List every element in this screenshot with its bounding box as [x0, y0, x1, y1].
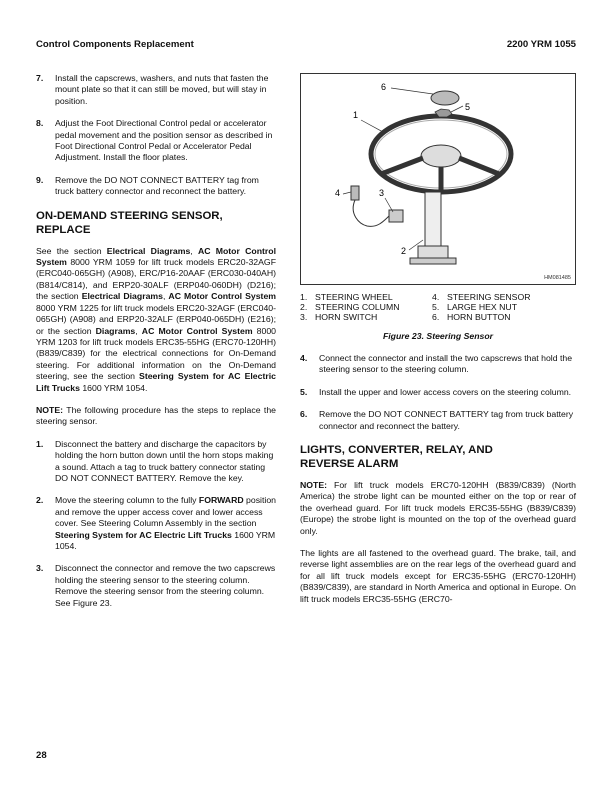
section-title-steering-sensor — [36, 209, 276, 237]
step-2 — [36, 495, 276, 552]
left-column — [36, 73, 276, 620]
legend-item — [300, 312, 432, 322]
legend-item — [432, 292, 576, 302]
callout-2: 2 — [401, 246, 407, 256]
figure-legend — [300, 292, 576, 322]
step-text — [55, 495, 276, 551]
step-text-bold: FORWARD — [198, 495, 244, 506]
step-7 — [36, 73, 276, 107]
legend-number: 6. — [432, 312, 440, 322]
step-number: 6. — [300, 409, 308, 420]
section-title-line: REPLACE — [36, 223, 91, 236]
step-text: Adjust the Foot Directional Control pedal or accelerator pedal movement and the position sensor as described in Foot Directional Control Pedal or Accelerator Pedal Adjustment. Install the floor plates. — [55, 118, 273, 163]
legend-item — [432, 312, 576, 322]
step-number: 1. — [36, 438, 44, 449]
step-number: 9. — [36, 174, 44, 185]
hex-nut-icon — [435, 109, 452, 117]
step-text: Remove the DO NOT CONNECT BATTERY tag from truck battery connector and reconnect the battery. — [319, 409, 574, 431]
note-paragraph — [300, 480, 576, 537]
intro-text: , — [135, 325, 142, 336]
callout-5: 5 — [465, 102, 471, 112]
step-number: 3. — [36, 563, 44, 574]
legend-text: STEERING WHEEL — [315, 292, 393, 302]
intro-ref: Electrical Diagrams — [81, 291, 163, 302]
figure-code: HM081485 — [544, 275, 571, 281]
step-number: 7. — [36, 73, 44, 83]
legend-text: STEERING COLUMN — [315, 302, 400, 312]
horn-button-icon — [431, 91, 459, 105]
section-title-line: REVERSE ALARM — [300, 458, 399, 471]
intro-text: 8000 YRM 1225 for lift truck models ERC20-32AGF (ERC040-065GH) (A908) and ERP20-32ALF (ERP040-065DH) (E216); or the section — [36, 302, 276, 336]
step-number: 2. — [36, 495, 44, 506]
legend-text: STEERING SENSOR — [447, 292, 531, 302]
step-4 — [300, 353, 576, 376]
legend-number: 3. — [300, 312, 308, 322]
note-label: NOTE: — [36, 404, 64, 415]
header-right: 2200 YRM 1055 — [506, 39, 576, 50]
step-text: Disconnect the battery and discharge the capacitors by holding the horn button down until the horn stops making a sound. Attach a tag to truck battery connector stating DO NOT CONNECT BATTERY. Remove the key. — [55, 438, 274, 483]
step-text-bold: Steering System for AC Electric Lift Trucks — [55, 529, 232, 540]
horn-switch-icon — [351, 186, 359, 200]
intro-text: 8000 YRM 1203 for lift truck models ERC35-55HG (ERC70-120HH) (B839/C839) for the electrical connections for On-Demand steering. For additional information on the On-Demand steering, see the section — [36, 325, 277, 382]
step-text-part: position and remove the upper access cover and lower access cover. See Steering Column Assembly in the section — [55, 495, 276, 529]
step-number: 4. — [300, 353, 308, 363]
intro-text: , — [162, 291, 169, 302]
step-3 — [36, 563, 276, 609]
intro-paragraph — [36, 246, 276, 394]
header-left: Control Components Replacement — [36, 39, 194, 50]
intro-text: 1600 YRM 1054. — [79, 382, 148, 393]
legend-text: LARGE HEX NUT — [447, 302, 517, 312]
note-text: For lift truck models ERC70-120HH (B839/C839) (North America) the strobe light can be mounted either on the top or rear of the overhead guard. For lift truck models ERC35-55HG (B839/C839) (Europe) the strobe light is mounted on the top of the overhead guard only. — [300, 480, 576, 536]
steering-column-icon — [425, 192, 441, 248]
lights-paragraph: The lights are all fastened to the overhead guard. The brake, tail, and reverse light assemblies are on the rear legs of the overhead guard and for all lift truck models except for ERC35-55HG (ERC70-120HH) (B839/C839), are standard in North America and optional in Europe. On lift truck models ERC35-55HG (ERC70- — [300, 548, 576, 604]
callout-1: 1 — [353, 110, 359, 120]
step-text-part: 1600 YRM 1054. — [55, 529, 276, 551]
step-text: Install the upper and lower access covers on the steering column. — [319, 386, 572, 397]
step-9 — [36, 175, 276, 198]
legend-text: HORN SWITCH — [315, 312, 378, 322]
figure-steering-sensor — [300, 73, 576, 285]
steering-wheel-hub-icon — [421, 145, 461, 167]
steering-sensor-icon — [389, 210, 403, 222]
note-paragraph — [36, 405, 276, 428]
legend-number: 4. — [432, 292, 440, 302]
intro-ref: Diagrams — [95, 325, 136, 336]
legend-number: 1. — [300, 292, 308, 302]
figure-caption: Figure 23. Steering Sensor — [382, 331, 494, 341]
legend-item — [432, 302, 576, 312]
intro-ref: Steering System for AC Electric Lift Trucks — [36, 371, 276, 393]
legend-item — [300, 302, 432, 312]
step-text: Disconnect the connector and remove the two capscrews holding the steering sensor to the steering column. Remove the steering sensor from the steering column. See Figure 23. — [55, 563, 276, 608]
legend-item — [300, 292, 432, 302]
callout-4: 4 — [335, 188, 341, 198]
callout-3: 3 — [379, 188, 385, 198]
intro-ref: AC Motor Control System — [168, 291, 276, 302]
intro-ref: AC Motor Control System — [141, 325, 253, 336]
legend-text: HORN BUTTON — [447, 312, 511, 322]
step-8 — [36, 118, 276, 164]
intro-text: , — [190, 245, 198, 256]
steering-sensor-illustration — [301, 74, 575, 284]
note-label: NOTE: — [300, 480, 328, 491]
legend-number: 2. — [300, 302, 308, 312]
intro-text: 8000 YRM 1059 for lift truck models ERC20-32AGF (ERC040-065GH) (A908), ERC/P16-20AAF (ERC030-040AH) (B814/C814), and ERP20-30ALF (ERP040-060DH) (D216); the section — [36, 257, 276, 302]
section-title-lights — [300, 443, 576, 471]
right-column — [300, 73, 576, 616]
legend-number: 5. — [432, 302, 440, 312]
intro-ref: AC Motor Control System — [36, 245, 276, 268]
step-text: Connect the connector and install the two capscrews that hold the steering sensor to the steering column. — [319, 353, 573, 375]
page-number: 28 — [36, 750, 47, 761]
step-text-part: Move the steering column to the fully — [55, 495, 199, 506]
intro-ref: Electrical Diagrams — [106, 245, 191, 256]
step-number: 8. — [36, 118, 44, 129]
note-text: The following procedure has the steps to replace the steering sensor. — [36, 404, 276, 427]
step-1 — [36, 439, 276, 485]
step-text: Install the capscrews, washers, and nuts that fasten the mount plate so that it can still be moved, but will stay in position. — [55, 73, 269, 106]
callout-6: 6 — [381, 82, 387, 92]
step-6 — [300, 409, 576, 432]
step-number: 5. — [300, 386, 308, 397]
intro-text: See the section — [36, 245, 107, 256]
section-title-line: LIGHTS, CONVERTER, RELAY, AND — [300, 444, 493, 457]
step-5 — [300, 387, 576, 398]
step-text: Remove the DO NOT CONNECT BATTERY tag from truck battery connector and reconnect the battery. — [55, 174, 259, 197]
section-title-line: ON-DEMAND STEERING SENSOR, — [36, 209, 223, 222]
